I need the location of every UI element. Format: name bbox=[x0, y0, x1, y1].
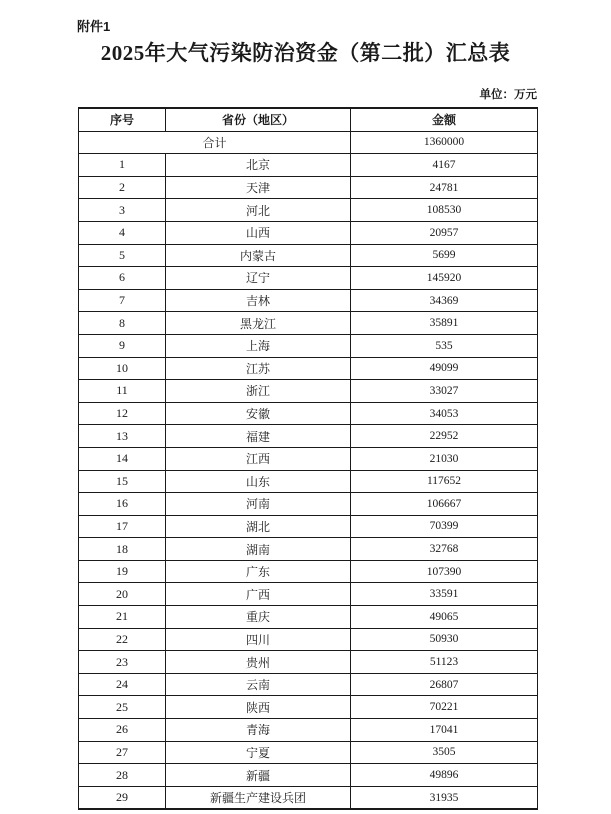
table-row bbox=[79, 560, 538, 583]
table-row bbox=[79, 786, 538, 809]
table-row bbox=[79, 696, 538, 719]
row-province-cell: 广西 bbox=[166, 583, 351, 606]
row-no-cell: 7 bbox=[79, 289, 166, 312]
table-row bbox=[79, 380, 538, 403]
row-amount-cell: 20957 bbox=[351, 221, 538, 244]
table-row bbox=[79, 312, 538, 335]
row-no-cell: 4 bbox=[79, 221, 166, 244]
table-row bbox=[79, 221, 538, 244]
row-province-cell: 江苏 bbox=[166, 357, 351, 380]
row-province-cell: 宁夏 bbox=[166, 741, 351, 764]
row-amount-cell: 70221 bbox=[351, 696, 538, 719]
row-province-cell: 浙江 bbox=[166, 380, 351, 403]
row-province-cell: 湖南 bbox=[166, 538, 351, 561]
row-amount-cell: 17041 bbox=[351, 719, 538, 742]
total-row bbox=[79, 131, 538, 154]
row-amount-cell: 145920 bbox=[351, 267, 538, 290]
table-row bbox=[79, 673, 538, 696]
row-province-cell: 湖北 bbox=[166, 515, 351, 538]
table-row bbox=[79, 267, 538, 290]
row-province-cell: 河北 bbox=[166, 199, 351, 222]
table-row bbox=[79, 289, 538, 312]
row-amount-cell: 34053 bbox=[351, 402, 538, 425]
page-title: 2025年大气污染防治资金（第二批）汇总表 bbox=[100, 41, 511, 65]
table-row bbox=[79, 244, 538, 267]
row-no-cell: 22 bbox=[79, 628, 166, 651]
row-province-cell: 青海 bbox=[166, 719, 351, 742]
table-row bbox=[79, 719, 538, 742]
table-row bbox=[79, 357, 538, 380]
row-province-cell: 重庆 bbox=[166, 606, 351, 629]
table-row bbox=[79, 515, 538, 538]
table-row bbox=[79, 334, 538, 357]
header-no: 序号 bbox=[79, 108, 166, 131]
row-no-cell: 14 bbox=[79, 447, 166, 470]
row-no-cell: 6 bbox=[79, 267, 166, 290]
row-province-cell: 陕西 bbox=[166, 696, 351, 719]
row-no-cell: 10 bbox=[79, 357, 166, 380]
row-province-cell: 福建 bbox=[166, 425, 351, 448]
row-province-cell: 吉林 bbox=[166, 289, 351, 312]
row-amount-cell: 49065 bbox=[351, 606, 538, 629]
attachment-label: 附件1 bbox=[77, 19, 111, 34]
row-province-cell: 新疆生产建设兵团 bbox=[166, 786, 351, 809]
row-amount-cell: 32768 bbox=[351, 538, 538, 561]
row-amount-cell: 21030 bbox=[351, 447, 538, 470]
row-no-cell: 20 bbox=[79, 583, 166, 606]
row-amount-cell: 50930 bbox=[351, 628, 538, 651]
row-amount-cell: 5699 bbox=[351, 244, 538, 267]
table-row bbox=[79, 764, 538, 787]
row-no-cell: 25 bbox=[79, 696, 166, 719]
row-amount-cell: 35891 bbox=[351, 312, 538, 335]
row-no-cell: 3 bbox=[79, 199, 166, 222]
row-amount-cell: 3505 bbox=[351, 741, 538, 764]
row-province-cell: 四川 bbox=[166, 628, 351, 651]
row-no-cell: 23 bbox=[79, 651, 166, 674]
row-amount-cell: 26807 bbox=[351, 673, 538, 696]
row-province-cell: 山西 bbox=[166, 221, 351, 244]
table-row bbox=[79, 154, 538, 177]
row-amount-cell: 49099 bbox=[351, 357, 538, 380]
row-no-cell: 5 bbox=[79, 244, 166, 267]
total-amount-cell: 1360000 bbox=[351, 131, 538, 154]
header-row bbox=[79, 108, 538, 131]
row-no-cell: 9 bbox=[79, 334, 166, 357]
table-row bbox=[79, 606, 538, 629]
table-row bbox=[79, 493, 538, 516]
row-amount-cell: 49896 bbox=[351, 764, 538, 787]
row-amount-cell: 22952 bbox=[351, 425, 538, 448]
row-no-cell: 16 bbox=[79, 493, 166, 516]
row-amount-cell: 107390 bbox=[351, 560, 538, 583]
row-amount-cell: 51123 bbox=[351, 651, 538, 674]
row-province-cell: 广东 bbox=[166, 560, 351, 583]
row-no-cell: 28 bbox=[79, 764, 166, 787]
row-province-cell: 辽宁 bbox=[166, 267, 351, 290]
row-no-cell: 12 bbox=[79, 402, 166, 425]
row-no-cell: 17 bbox=[79, 515, 166, 538]
row-amount-cell: 108530 bbox=[351, 199, 538, 222]
row-no-cell: 1 bbox=[79, 154, 166, 177]
total-label-cell: 合计 bbox=[79, 131, 351, 154]
header-province: 省份（地区） bbox=[166, 108, 351, 131]
row-province-cell: 内蒙古 bbox=[166, 244, 351, 267]
row-amount-cell: 34369 bbox=[351, 289, 538, 312]
table-row bbox=[79, 447, 538, 470]
row-amount-cell: 70399 bbox=[351, 515, 538, 538]
row-amount-cell: 117652 bbox=[351, 470, 538, 493]
row-province-cell: 上海 bbox=[166, 334, 351, 357]
unit-note: 单位：万元 bbox=[479, 89, 537, 101]
table-row bbox=[79, 402, 538, 425]
table-row bbox=[79, 176, 538, 199]
row-no-cell: 26 bbox=[79, 719, 166, 742]
row-amount-cell: 535 bbox=[351, 334, 538, 357]
row-amount-cell: 33027 bbox=[351, 380, 538, 403]
row-no-cell: 11 bbox=[79, 380, 166, 403]
row-no-cell: 2 bbox=[79, 176, 166, 199]
table-row bbox=[79, 199, 538, 222]
row-province-cell: 安徽 bbox=[166, 402, 351, 425]
row-province-cell: 黑龙江 bbox=[166, 312, 351, 335]
row-amount-cell: 33591 bbox=[351, 583, 538, 606]
table-row bbox=[79, 538, 538, 561]
row-no-cell: 19 bbox=[79, 560, 166, 583]
row-no-cell: 27 bbox=[79, 741, 166, 764]
table-row bbox=[79, 741, 538, 764]
row-province-cell: 云南 bbox=[166, 673, 351, 696]
row-province-cell: 江西 bbox=[166, 447, 351, 470]
row-no-cell: 13 bbox=[79, 425, 166, 448]
row-province-cell: 天津 bbox=[166, 176, 351, 199]
row-province-cell: 贵州 bbox=[166, 651, 351, 674]
row-amount-cell: 24781 bbox=[351, 176, 538, 199]
row-no-cell: 24 bbox=[79, 673, 166, 696]
row-no-cell: 8 bbox=[79, 312, 166, 335]
table-row bbox=[79, 425, 538, 448]
table-row bbox=[79, 470, 538, 493]
row-amount-cell: 106667 bbox=[351, 493, 538, 516]
table-row bbox=[79, 628, 538, 651]
table-row bbox=[79, 651, 538, 674]
header-amount: 金额 bbox=[351, 108, 538, 131]
row-province-cell: 北京 bbox=[166, 154, 351, 177]
table-body bbox=[79, 131, 538, 809]
row-province-cell: 新疆 bbox=[166, 764, 351, 787]
row-no-cell: 21 bbox=[79, 606, 166, 629]
table-row bbox=[79, 583, 538, 606]
row-no-cell: 18 bbox=[79, 538, 166, 561]
row-province-cell: 河南 bbox=[166, 493, 351, 516]
row-amount-cell: 31935 bbox=[351, 786, 538, 809]
row-amount-cell: 4167 bbox=[351, 154, 538, 177]
row-no-cell: 29 bbox=[79, 786, 166, 809]
summary-table bbox=[78, 107, 538, 810]
row-province-cell: 山东 bbox=[166, 470, 351, 493]
row-no-cell: 15 bbox=[79, 470, 166, 493]
